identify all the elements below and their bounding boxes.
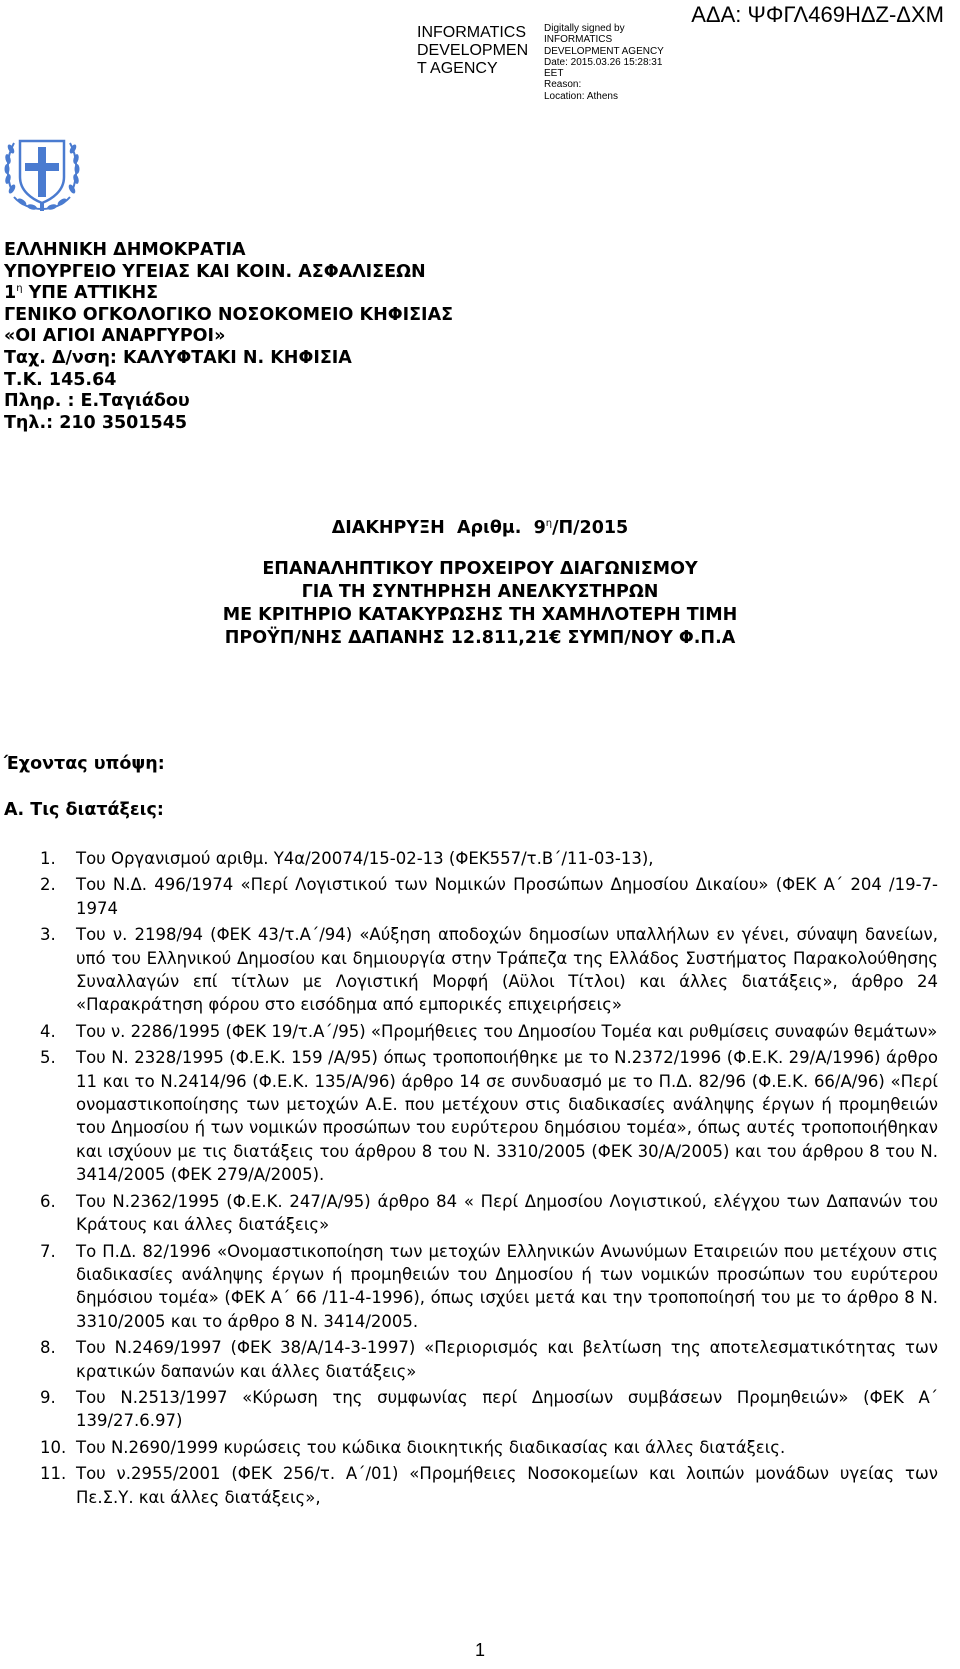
health-region-name: ΥΠΕ ΑΤΤΙΚΗΣ [22,283,159,304]
signature-detail-line: Digitally signed by [544,23,625,34]
list-item-number: 7. [40,1241,56,1261]
list-item-number: 2. [40,875,56,895]
tender-description [0,558,960,650]
budget: ΠΡΟΫΠ/ΝΗΣ ΔΑΠΑΝΗΣ 12.811,21€ ΣΥΜΠ/ΝΟΥ Φ.Π.Α [224,628,736,648]
provisions-heading: Α. Τις διατάξεις: [4,800,164,820]
authority-contact-person: Πληρ. : Ε.Ταγιάδου [4,391,190,412]
signature-detail-line: DEVELOPMENT AGENCY [544,45,664,57]
list-item-number: 5. [40,1048,56,1068]
signature-org [417,24,528,78]
signature-detail-line: Location: Athens [544,90,618,102]
list-item-text: Του Ν.2362/1995 (Φ.Ε.Κ. 247/Α/95) άρθρο 84 « Περί Δημοσίου Λογιστικού, ελέγχου των Δαπανών του Κράτους και άλλες διατάξεις» [76,1191,938,1235]
authority-country: ΕΛΛΗΝΙΚΗ ΔΗΜΟΚΡΑΤΙΑ [4,240,246,260]
tender-subject: ΓΙΑ ΤΗ ΣΥΝΤΗΡΗΣΗ ΑΝΕΛΚΥΣΤΗΡΩΝ [301,582,659,602]
provisions-list [4,847,938,1512]
list-item [4,847,938,870]
list-item-text: Του Ν.Δ. 496/1974 «Περί Λογιστικού των Νομικών Προσώπων Δημοσίου Δικαίου» (ΦΕΚ Α΄ 204 /19-7-1974 [76,875,938,918]
list-item [4,1336,938,1383]
ordinal-suffix: η [16,283,23,295]
signature-detail-line: Reason: [544,79,582,91]
authority-phone: Τηλ.: 210 3501545 [4,412,188,433]
list-item [4,1386,938,1433]
list-item-text: Του Ν.2469/1997 (ΦΕΚ 38/Α/14-3-1997) «Περιορισμός και βελτίωση της αποτελεσματικότητας των κρατικών δαπανών και άλλες διατάξεις» [76,1338,938,1381]
list-item-text: Του Οργανισμού αριθμ. Υ4α/20074/15-02-13 (ΦΕΚ557/τ.Β΄/11-03-13), [76,849,654,868]
signature-detail-line: Date: 2015.03.26 15:28:31 [544,56,663,68]
signature-detail-line: EET [544,68,564,80]
signature-detail-line: INFORMATICS [544,34,613,46]
declaration-label: ΔΙΑΚΗΡΥΞΗ Αριθμ. 9 [331,518,546,538]
authority-ministry: ΥΠΟΥΡΓΕΙΟ ΥΓΕΙΑΣ ΚΑΙ ΚΟΙΝ. ΑΣΦΑΛΙΣΕΩΝ [4,261,426,282]
list-item [4,1046,938,1186]
health-region-number: 1 [4,283,17,304]
authority-address: Ταχ. Δ/νση: ΚΑΛΥΦΤΑΚΙ Ν. ΚΗΦΙΣΙΑ [4,347,352,368]
list-item [4,1436,938,1459]
document-title [0,518,960,650]
signature-org-line: T AGENCY [417,60,498,77]
greek-state-emblem-icon [4,127,80,219]
declaration-code: /Π/2015 [552,518,629,538]
list-item [4,1190,938,1237]
list-item-text: Του Ν.2513/1997 «Κύρωση της συμφωνίας περί Δημοσίων συμβάσεων Προμηθειών» (ΦΕΚ Α΄ 139/27.6.97) [76,1387,938,1431]
list-item [4,1020,938,1043]
list-item-number: 8. [40,1338,56,1358]
list-item-text: Του Ν.2690/1999 κυρώσεις του κώδικα διοικητικής διαδικασίας και άλλες διατάξεις. [76,1437,786,1457]
list-item-number: 6. [40,1191,56,1211]
list-item-text: Του ν. 2286/1995 (ΦΕΚ 19/τ.Α΄/95) «Προμήθειες του Δημοσίου Τομέα και ρυθμίσεις συναφών θεμάτων» [76,1021,938,1041]
tender-type: ΕΠΑΝΑΛΗΠΤΙΚΟΥ ΠΡΟΧΕΙΡΟΥ ΔΙΑΓΩΝΙΣΜΟΥ [262,559,698,579]
list-item [4,1462,938,1509]
award-criterion: ΜΕ ΚΡΙΤΗΡΙΟ ΚΑΤΑΚΥΡΩΣΗΣ ΤΗ ΧΑΜΗΛΟΤΕΡΗ ΤΙΜΗ [222,605,738,625]
list-item [4,873,938,920]
page-number: 1 [474,1640,485,1660]
list-item-number: 1. [40,849,56,868]
list-item-text: Το Π.Δ. 82/1996 «Ονομαστικοποίηση των μετοχών Ελληνικών Ανωνύμων Εταιρειών που μετέχουν στις διαδικασίες ανάληψης έργων ή προμηθειών του Δημοσίου ή των νομικών προσώπων του ευρύτερου δημόσιου τομέα» (ΦΕΚ Α΄ 66 /11-4-1996), όπως ισχύει μετά και την τροποποίησή του με το άρθρο 8 Ν. 3310/2005 και το άρθρο 8 Ν. 3414/2005. [76,1241,938,1331]
declaration-number [0,518,960,538]
authority-health-region [4,283,453,305]
signature-org-line: DEVELOPMEN [417,42,529,59]
list-item-text: Του Ν. 2328/1995 (Φ.Ε.Κ. 159 /Α/95) όπως τροποποιήθηκε με το Ν.2372/1996 (Φ.Ε.Κ. 29/Α/1996) άρθρο 11 και το Ν.2414/96 (Φ.Ε.Κ. 135/Α/96) άρθρο 14 σε συνδυασμό με το Π.Δ. 82/96 (Φ.Ε.Κ. 66/Α/96) «Περί ονομαστικοποίησης των μετοχών Α.Ε. που μετέχουν στις διαδικασίες ανάληψης έργων ή προμηθειών του Δημοσίου ή των νομικών προσώπων του ευρύτερου δημόσιου τομέα», όπως αυτές τροποποιήθηκαν και ισχύουν με τις διατάξεις του άρθρου 8 του Ν. 3310/2005 (ΦΕΚ 30/Α/2005) και του άρθρου 8 του Ν. 3414/2005 (ΦΕΚ 279/Α/2005). [76,1048,938,1185]
list-item [4,923,938,1017]
ada-code: ΑΔΑ: ΨΦΓΛ469ΗΔΖ-ΔΧΜ [691,2,944,27]
issuing-authority [4,240,453,434]
list-item-number: 3. [40,925,56,945]
signature-details [544,23,664,102]
list-item-number: 11. [40,1464,67,1484]
having-in-mind-heading: Έχοντας υπόψη: [4,754,165,774]
list-item-text: Του ν. 2198/94 (ΦΕΚ 43/τ.Α΄/94) «Αύξηση αποδοχών δημοσίων υπαλλήλων εν γένει, σύναψη δανείων, υπό του Ελληνικού Δημοσίου και δημιουργία στην Τράπεζα της Ελλάδος Συστήματος Παρακολούθησης Συναλλαγών επί τίτλων με Λογιστική Μορφή (Αϋλοι Τίτλοι) και άλλες διατάξεις», άρθρο 24 «Παρακράτηση φόρου στο εισόδημα από εμπορικές επιχειρήσεις» [76,925,938,1015]
signature-org-line: INFORMATICS [417,24,527,41]
list-item-number: 4. [40,1021,56,1041]
authority-hospital: ΓΕΝΙΚΟ ΟΓΚΟΛΟΓΙΚΟ ΝΟΣΟΚΟΜΕΙΟ ΚΗΦΙΣΙΑΣ [4,304,454,325]
list-item-number: 9. [40,1387,56,1407]
list-item-number: 10. [40,1437,67,1457]
authority-postcode: Τ.Κ. 145.64 [4,369,117,390]
ordinal-suffix: η [545,518,553,529]
list-item [4,1240,938,1334]
list-item-text: Του ν.2955/2001 (ΦΕΚ 256/τ. Α΄/01) «Προμήθειες Νοσοκομείων και λοιπών μονάδων υγείας των Πε.Σ.Υ. και άλλες διατάξεις», [76,1464,938,1507]
authority-hospital-name: «ΟΙ ΑΓΙΟΙ ΑΝΑΡΓΥΡΟΙ» [4,326,226,347]
